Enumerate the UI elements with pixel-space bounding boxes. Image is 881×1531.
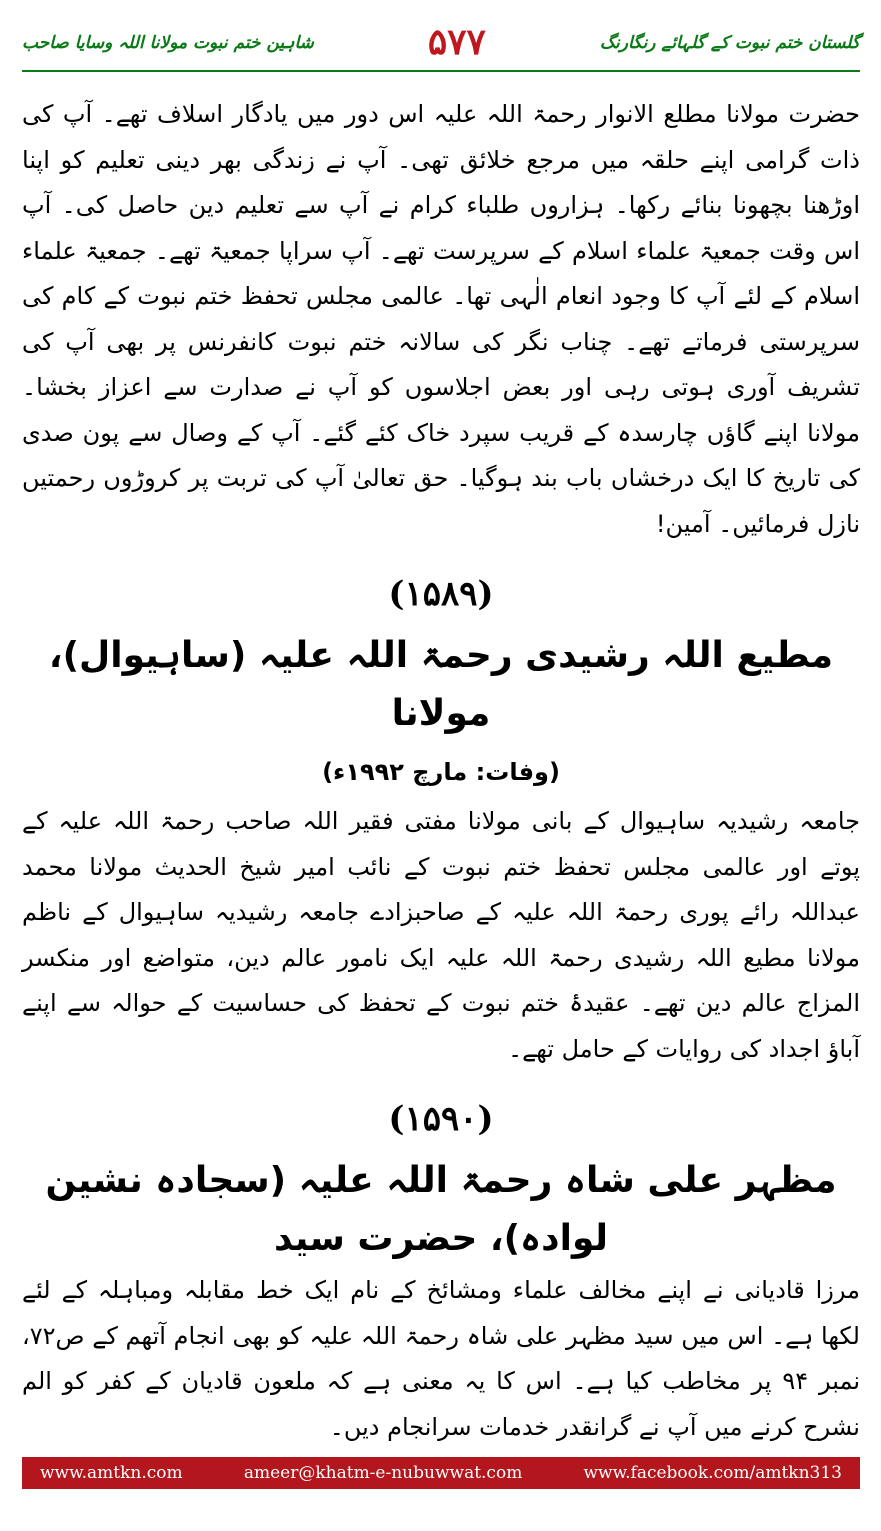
footer-facebook[interactable]: www.facebook.com/amtkn313 [583, 1463, 842, 1483]
entry-title-1590: مظہر علی شاہ رحمۃ اللہ علیہ (سجادہ نشین لوادہ)، حضرت سید [45, 1160, 837, 1259]
page-body [22, 92, 860, 1450]
paragraph-2: جامعہ رشیدیہ ساہیوال کے بانی مولانا مفتی فقیر اللہ صاحب رحمۃ اللہ علیہ کے پوتے اور عالمی مجلس تحفظ ختم نبوت کے نائب امیر شیخ الحدیث مولانا محمد عبداللہ رائے پوری رحمۃ اللہ علیہ کے صاحبزادے جامعہ رشیدیہ ساہیوال کے ناظم مولانا مطیع اللہ رشیدی رحمۃ اللہ علیہ ایک نامور عالم دین، متواضع اور منکسر المزاج عالم دین تھے۔ عقیدۂ ختم نبوت کے تحفظ کی حساسیت کے حوالہ سے اپنے آباؤ اجداد کی روایات کے حامل تھے۔ [22, 807, 860, 1063]
header-author: شاہین ختم نبوت مولانا اللہ وسایا صاحب [22, 32, 314, 53]
footer-website[interactable]: www.amtkn.com [40, 1463, 183, 1483]
header-book-title: گلستان ختم نبوت کے گلہائے رنگارنگ [599, 32, 860, 53]
footer-bar [22, 1457, 860, 1489]
paragraph-3: مرزا قادیانی نے اپنے مخالف علماء ومشائخ کے نام ایک خط مقابلہ ومباہلہ کے لئے لکھا ہے۔ اس میں سید مظہر علی شاہ رحمۃ اللہ علیہ کو بھی انجام آتھم کے ص۷۲، نمبر ۹۴ پر مخاطب کیا ہے۔ اس کا یہ معنی ہے کہ ملعون قادیان کے کفر کو الم نشرح کرنے میں آپ نے گرانقدر خدمات سرانجام دیں۔ [22, 1276, 860, 1441]
paragraph-1: حضرت مولانا مطلع الانوار رحمۃ اللہ علیہ اس دور میں یادگار اسلاف تھے۔ آپ کی ذات گرامی اپنے حلقہ میں مرجع خلائق تھی۔ آپ نے زندگی بھر دینی تعلیم کو اپنا اوڑھنا بچھونا بنائے رکھا۔ ہزاروں طلباء کرام نے آپ سے تعلیم دین حاصل کی۔ آپ اس وقت جمعیۃ علماء اسلام کے سرپرست تھے۔ آپ سراپا جمعیۃ تھے۔ جمعیۃ علماء اسلام کے لئے آپ کا وجود انعام الٰہی تھا۔ عالمی مجلس تحفظ ختم نبوت کے کام کی سرپرستی فرماتے تھے۔ چناب نگر کی سالانہ ختم نبوت کانفرنس پر بھی آپ کی تشریف آوری ہوتی رہی اور بعض اجلاسوں کو آپ نے صدارت سے اعزاز بخشا۔ مولانا اپنے گاؤں چارسدہ کے قریب سپرد خاک کئے گئے۔ آپ کے وصال سے پون صدی کی تاریخ کا ایک درخشاں باب بند ہوگیا۔ حق تعالیٰ آپ کی تربت پر کروڑوں رحمتیں نازل فرمائیں۔ آمین! [22, 100, 860, 538]
entry-title-1589: مطیع اللہ رشیدی رحمۃ اللہ علیہ (ساہیوال)، مولانا [48, 635, 834, 734]
entry-death-date: (وفات: مارچ ۱۹۹۲ء) [322, 758, 560, 786]
entry-number-1590: (۱۵۹۰) [388, 1099, 494, 1139]
entry-number-1589: (۱۵۸۹) [388, 574, 494, 614]
page-header [22, 18, 860, 66]
page-number: ۵۷۷ [427, 21, 486, 63]
header-divider [22, 70, 860, 72]
footer-email[interactable]: ameer@khatm-e-nubuwwat.com [243, 1463, 523, 1483]
